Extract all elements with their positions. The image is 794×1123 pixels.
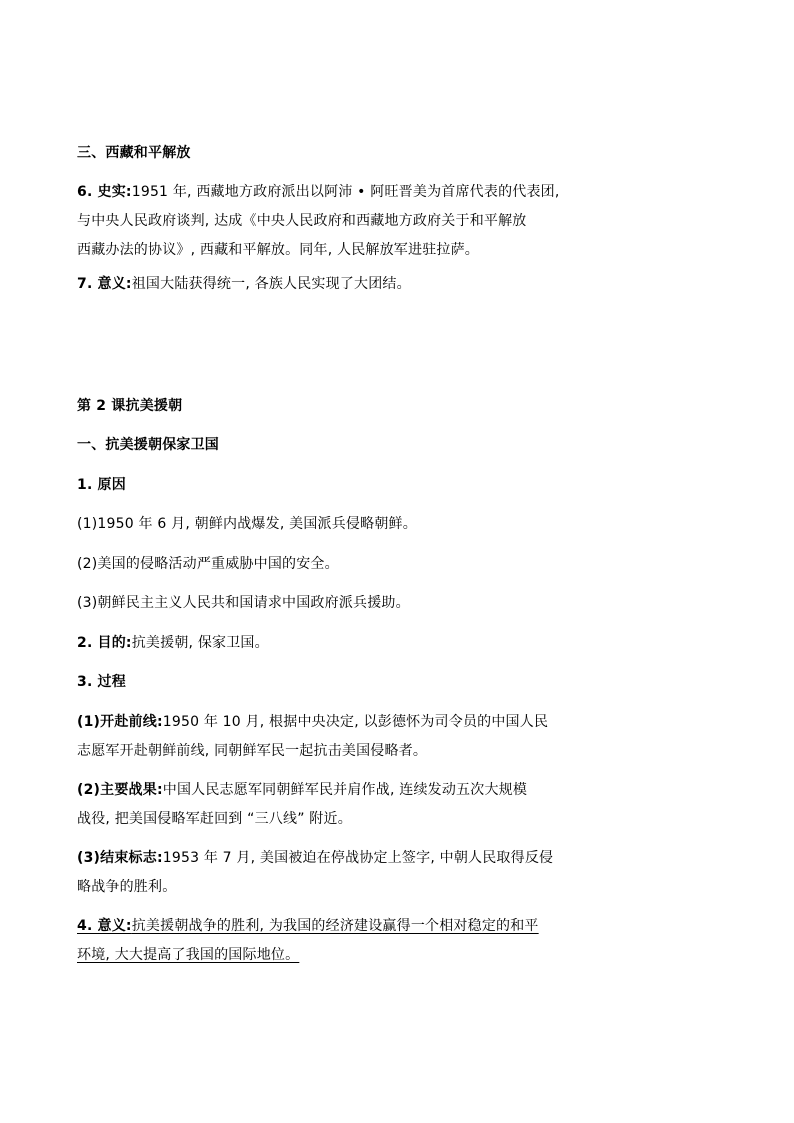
paragraph-history-facts	[77, 178, 589, 265]
paragraph-line: 志愿军开赴朝鲜前线, 同朝鲜军民一起抗击美国侵略者。	[77, 743, 428, 759]
lesson-title: 第 2 课抗美援朝	[77, 398, 183, 414]
paragraph-line	[77, 776, 589, 805]
paragraph-label: (2)主要战果:	[77, 782, 163, 798]
paragraph-line: 与中央人民政府谈判, 达成《中央人民政府和西藏地方政府关于和平解放	[77, 213, 527, 229]
paragraph-line	[77, 178, 589, 207]
paragraph-significance-tibet	[77, 270, 589, 299]
process-title: 3. 过程	[77, 674, 126, 690]
process-item-2	[77, 776, 589, 834]
paragraph-text: 抗美援朝战争的胜利, 为我国的经济建设赢得一个相对稳定的和平	[131, 918, 539, 934]
process-item-3	[77, 844, 589, 902]
significance-paragraph	[77, 912, 589, 970]
cause-item-2: (2)美国的侵略活动严重威胁中国的安全。	[77, 556, 339, 572]
paragraph-label: 7. 意义:	[77, 276, 132, 292]
paragraph-label: (1)开赴前线:	[77, 714, 163, 730]
paragraph-line: 略战争的胜利。	[77, 879, 177, 895]
purpose-paragraph	[77, 629, 589, 658]
cause-item-1: (1)1950 年 6 月, 朝鲜内战爆发, 美国派兵侵略朝鲜。	[77, 516, 417, 532]
paragraph-line: 西藏办法的协议》, 西藏和平解放。同年, 人民解放军进驻拉萨。	[77, 242, 479, 258]
paragraph-line	[77, 844, 589, 873]
cause-item-3: (3)朝鲜民主主义人民共和国请求中国政府派兵援助。	[77, 595, 410, 611]
paragraph-label: 6. 史实:	[77, 184, 132, 200]
process-item-1	[77, 708, 589, 766]
paragraph-text: 祖国大陆获得统一, 各族人民实现了大团结。	[131, 276, 411, 292]
cause-title: 1. 原因	[77, 477, 126, 493]
paragraph-text: 1951 年, 西藏地方政府派出以阿沛 • 阿旺晋美为首席代表的代表团,	[131, 184, 560, 200]
paragraph-label: 4. 意义:	[77, 918, 132, 934]
paragraph-label: (3)结束标志:	[77, 850, 163, 866]
paragraph-text: 中国人民志愿军同朝鲜军民并肩作战, 连续发动五次大规模	[162, 782, 528, 798]
paragraph-text: 1950 年 10 月, 根据中央决定, 以彭德怀为司令员的中国人民	[162, 714, 549, 730]
paragraph-label: 2. 目的:	[77, 635, 132, 651]
paragraph-text: 1953 年 7 月, 美国被迫在停战协定上签字, 中朝人民取得反侵	[162, 850, 554, 866]
section-heading-tibet: 三、西藏和平解放	[77, 145, 191, 161]
paragraph-line: 战役, 把美国侵略军赶回到 “三八线” 附近。	[77, 811, 352, 827]
paragraph-line	[77, 708, 589, 737]
paragraph-text: 抗美援朝, 保家卫国。	[131, 635, 269, 651]
section-heading-korea: 一、抗美援朝保家卫国	[77, 437, 219, 453]
paragraph-line: 环境, 大大提高了我国的国际地位。	[77, 947, 300, 963]
paragraph-line	[77, 912, 589, 941]
